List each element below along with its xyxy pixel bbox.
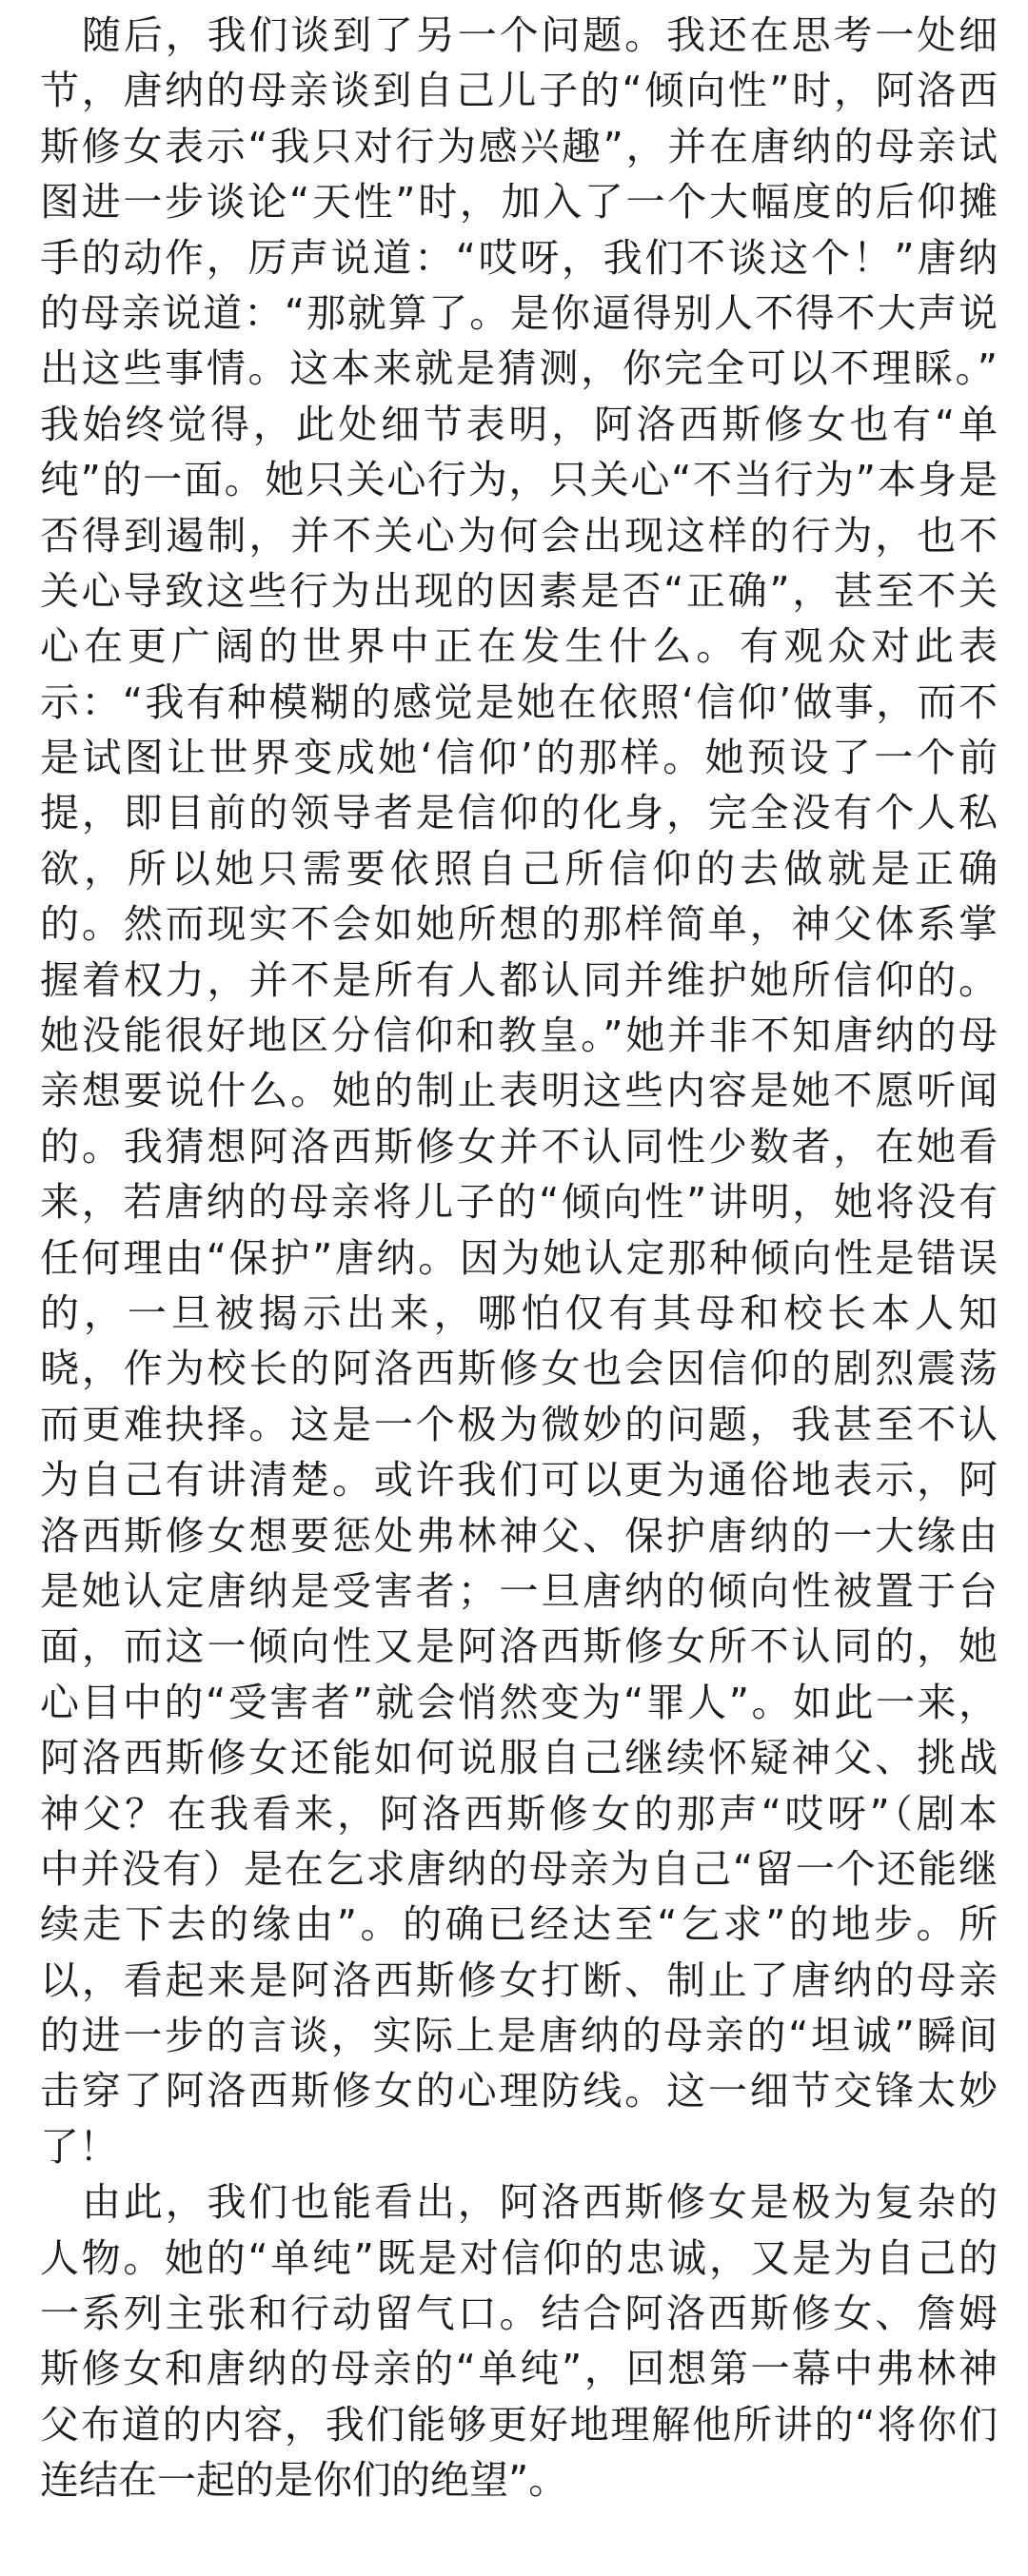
text-line: 心在更广阔的世界中正在发生什么。有观众对此表 xyxy=(40,623,998,670)
text-line: 的。然而现实不会如她所想的那样简单，神父体系掌 xyxy=(40,901,998,948)
text-line: 亲想要说什么。她的制止表明这些内容是她不愿听闻 xyxy=(40,1068,998,1114)
text-line: 示：“我有种模糊的感觉是她在依照‘信仰’做事，而不 xyxy=(40,678,998,725)
text-line: 图进一步谈论“天性”时，加入了一个大幅度的后仰摊 xyxy=(40,179,998,226)
text-line: 心目中的“受害者”就会悄然变为“罪人”。如此一来， xyxy=(40,1679,998,1725)
text-line: 斯修女和唐纳的母亲的“单纯”，回想第一幕中弗林神 xyxy=(40,2346,998,2392)
text-line: 连结在一起的是你们的绝望”。 xyxy=(40,2457,568,2504)
text-line: 节，唐纳的母亲谈到自己儿子的“倾向性”时，阿洛西 xyxy=(40,68,998,114)
text-line: 手的动作，厉声说道：“哎呀，我们不谈这个！”唐纳 xyxy=(40,234,998,281)
text-line: 的进一步的言谈，实际上是唐纳的母亲的“坦诚”瞬间 xyxy=(40,2013,998,2059)
text-line: 出这些事情。这本来就是猜测，你完全可以不理睬。” xyxy=(40,345,998,392)
text-line: 了！ xyxy=(40,2123,118,2170)
text-line: 任何理由“保护”唐纳。因为她认定那种倾向性是错误 xyxy=(40,1234,998,1281)
text-line: 欲，所以她只需要依照自己所信仰的去做就是正确 xyxy=(40,845,998,892)
paragraph-1 xyxy=(40,8,998,2174)
text-line: 的，一旦被揭示出来，哪怕仅有其母和校长本人知 xyxy=(40,1289,998,1336)
text-line: 斯修女表示“我只对行为感兴趣”，并在唐纳的母亲试 xyxy=(40,123,998,169)
text-line: 由此，我们也能看出，阿洛西斯修女是极为复杂的 xyxy=(82,2179,998,2226)
text-line: 为自己有讲清楚。或许我们可以更为通俗地表示，阿 xyxy=(40,1457,998,1504)
text-line: 续走下去的缘由”。的确已经达至“乞求”的地步。所 xyxy=(40,1901,998,1948)
text-line: 面，而这一倾向性又是阿洛西斯修女所不认同的，她 xyxy=(40,1623,998,1670)
text-line: 以，看起来是阿洛西斯修女打断、制止了唐纳的母亲 xyxy=(40,1957,998,2003)
text-line: 而更难抉择。这是一个极为微妙的问题，我甚至不认 xyxy=(40,1401,998,1447)
text-line: 她没能很好地区分信仰和教皇。”她并非不知唐纳的母 xyxy=(40,1013,998,1059)
text-line: 是她认定唐纳是受害者；一旦唐纳的倾向性被置于台 xyxy=(40,1567,998,1614)
text-line: 一系列主张和行动留气口。结合阿洛西斯修女、詹姆 xyxy=(40,2291,998,2337)
text-line: 父布道的内容，我们能够更好地理解他所讲的“将你们 xyxy=(40,2401,998,2448)
text-line: 中并没有）是在乞求唐纳的母亲为自己“留一个还能继 xyxy=(40,1845,998,1892)
text-line: 人物。她的“单纯”既是对信仰的忠诚，又是为自己的 xyxy=(40,2234,998,2281)
text-line: 是试图让世界变成她‘信仰’的那样。她预设了一个前 xyxy=(40,735,998,781)
text-line: 关心导致这些行为出现的因素是否“正确”，甚至不关 xyxy=(40,567,998,614)
text-line: 来，若唐纳的母亲将儿子的“倾向性”讲明，她将没有 xyxy=(40,1179,998,1226)
text-line: 阿洛西斯修女还能如何说服自己继续怀疑神父、挑战 xyxy=(40,1735,998,1781)
text-line: 的母亲说道：“那就算了。是你逼得别人不得不大声说 xyxy=(40,289,998,336)
text-line: 神父？在我看来，阿洛西斯修女的那声“哎呀”（剧本 xyxy=(40,1790,998,1837)
text-line: 洛西斯修女想要惩处弗林神父、保护唐纳的一大缘由 xyxy=(40,1512,998,1559)
text-line: 纯”的一面。她只关心行为，只关心“不当行为”本身是 xyxy=(40,457,998,503)
text-line: 的。我猜想阿洛西斯修女并不认同性少数者，在她看 xyxy=(40,1123,998,1170)
text-line: 否得到遏制，并不关心为何会出现这样的行为，也不 xyxy=(40,512,998,559)
text-line: 随后，我们谈到了另一个问题。我还在思考一处细 xyxy=(82,12,998,58)
text-line: 击穿了阿洛西斯修女的心理防线。这一细节交锋太妙 xyxy=(40,2068,998,2114)
text-line: 握着权力，并不是所有人都认同并维护她所信仰的。 xyxy=(40,956,998,1003)
text-line: 晓，作为校长的阿洛西斯修女也会因信仰的剧烈震荡 xyxy=(40,1346,998,1392)
paragraph-2 xyxy=(40,2174,998,2507)
text-line: 我始终觉得，此处细节表明，阿洛西斯修女也有“单 xyxy=(40,401,998,447)
text-line: 提，即目前的领导者是信仰的化身，完全没有个人私 xyxy=(40,790,998,836)
